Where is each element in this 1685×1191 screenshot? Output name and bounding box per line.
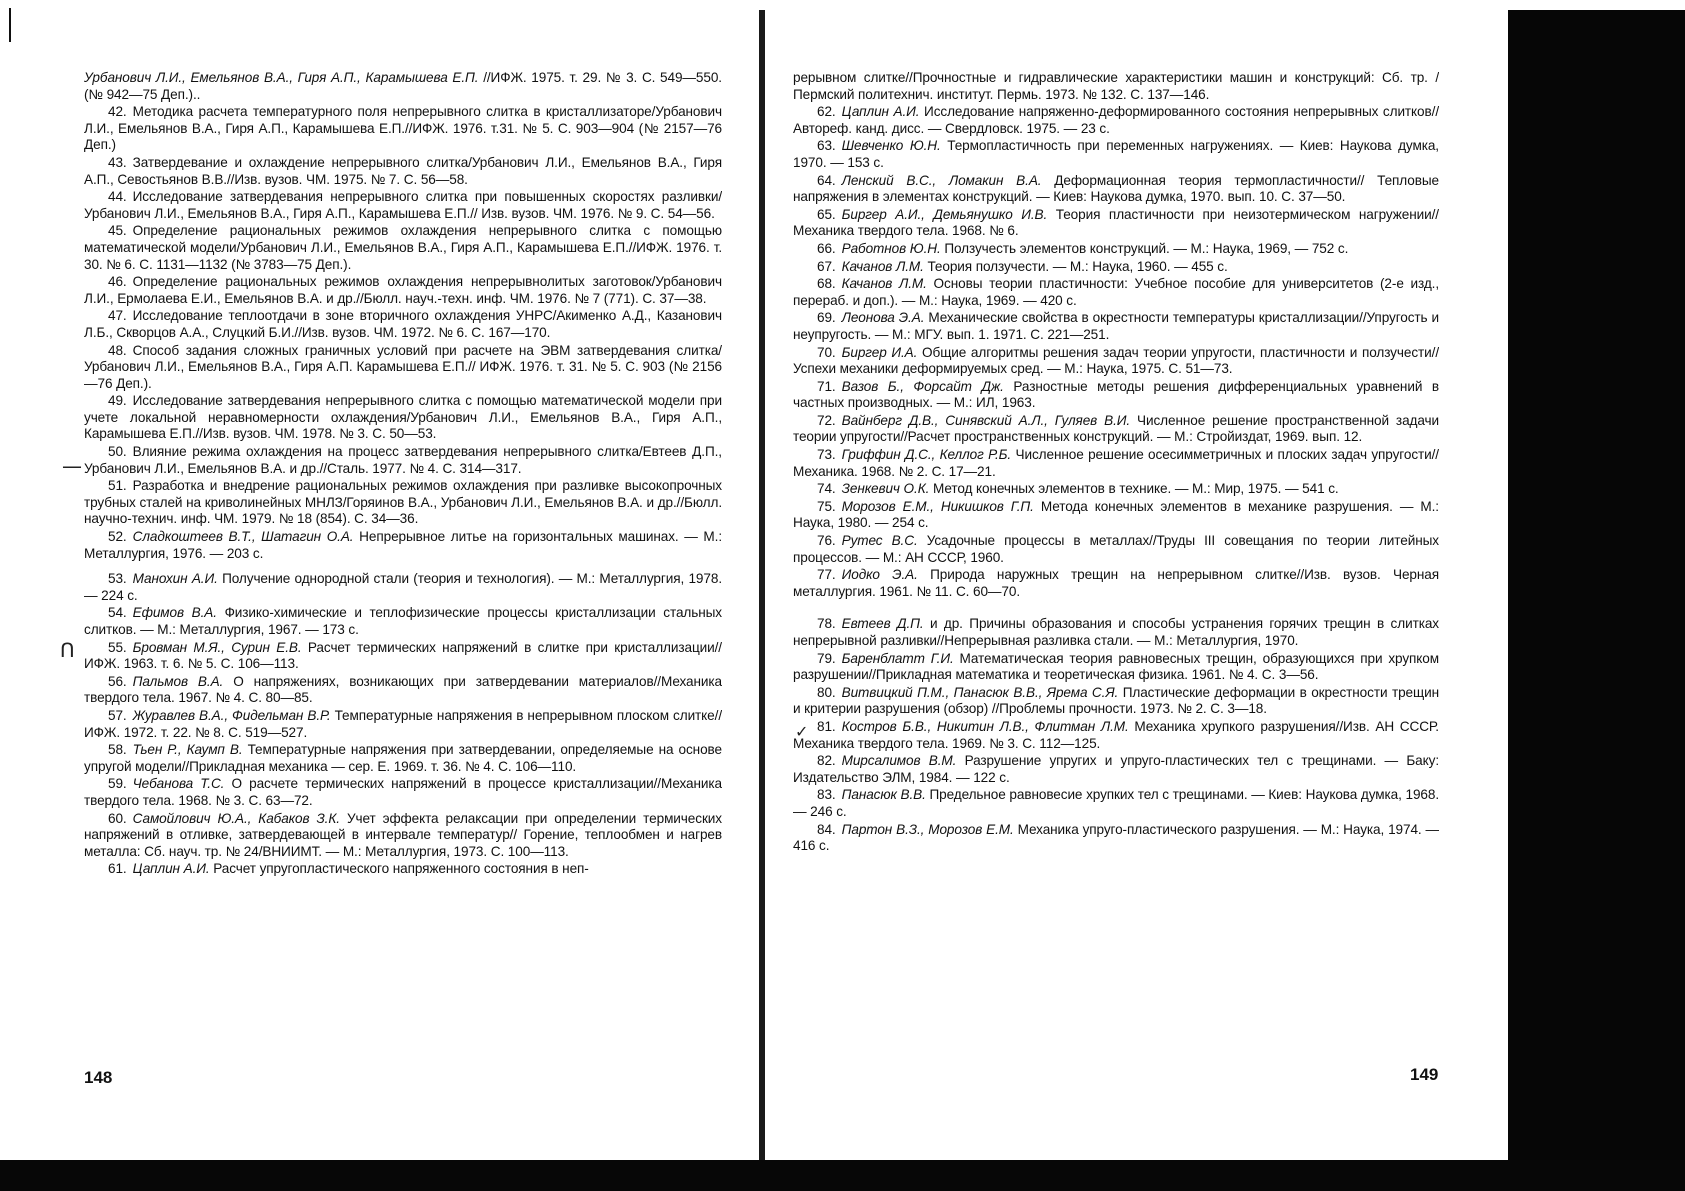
reference-authors: Качанов Л.М.	[841, 276, 927, 292]
reference-entry	[84, 776, 722, 809]
reference-text: Математическая теория равновесных трещин, образующихся при хрупком разрушении//Прикладная математика и теоретическая физика. 1961. № 4. С. 3—56.	[793, 650, 1439, 683]
reference-number: 68.	[817, 276, 836, 292]
reference-authors: Работнов Ю.Н.	[841, 240, 941, 256]
reference-entry	[84, 343, 722, 393]
reference-number: 75.	[817, 498, 836, 514]
reference-authors: Морозов Е.М., Никишков Г.П.	[841, 498, 1034, 514]
reference-number: 77.	[817, 567, 836, 583]
reference-entry	[793, 616, 1439, 649]
reference-text: Исследование напряженно-деформированного состояния непрерывных слитков//Автореф. канд. дисс. — Свердловск. 1975. — 23 с.	[793, 104, 1439, 136]
reference-number: 65.	[817, 206, 836, 222]
reference-entry	[793, 499, 1439, 532]
reference-text: Теория пластичности при неизотермическом нагружении//Механика твердого тела. 1968. № 6.	[793, 206, 1439, 239]
reference-number: 52.	[108, 529, 127, 545]
reference-authors: Костров Б.В., Никитин Л.В., Флитман Л.М.	[841, 718, 1129, 734]
reference-text: Основы теории пластичности: Учебное пособие для университетов (2-е изд., перераб. и доп.). — М.: Наука, 1969. — 420 с.	[793, 276, 1439, 308]
reference-number: 50.	[108, 444, 127, 460]
reference-number: 79.	[817, 650, 836, 666]
reference-number: 59.	[108, 776, 127, 792]
reference-text: Усадочные процессы в металлах//Труды III совещания по теории литейных процессов. — М.: АН СССР, 1960.	[793, 533, 1439, 565]
reference-number: 66.	[817, 240, 836, 256]
left-page	[84, 70, 722, 1090]
reference-authors: Журавлев В.А., Фидельман В.Р.	[132, 707, 331, 723]
reference-number: 56.	[108, 673, 127, 689]
reference-authors: Тьен Р., Каумп В.	[132, 742, 243, 758]
reference-text: Исследование теплоотдачи в зоне вторичного охлаждения УНРС/Акименко А.Д., Казанович Л.Б., Скворцов А.А., Слуцкий Б.И.//Изв. вузов. ЧМ. 1972. № 6. С. 167—170.	[84, 308, 722, 340]
reference-number: 47.	[108, 308, 127, 324]
reference-text: Разработка и внедрение рациональных режимов охлаждения при разливке высокопрочных трубных сталей на криволинейных МНЛЗ/Горяинов В.А., Урбанович Л.И., Емельянов В.А. и др.//Бюлл. научно-технич. инф. ЧМ. 1979. № 18 (854). С. 34—36.	[84, 478, 722, 527]
reference-text: О напряжениях, возникающих при затвердевании материалов//Механика твердого тела. 1967. № 4. С. 80—85.	[84, 673, 722, 706]
reference-text: О расчете термических напряжений в процессе кристаллизации//Механика твердого тела. 1968. № 3. С. 63—72.	[84, 776, 722, 808]
reference-authors: Вайнберг Д.В., Синявский А.Л., Гуляев В.И.	[841, 412, 1131, 428]
reference-entry	[793, 104, 1439, 137]
reference-text: Физико-химические и теплофизические процессы кристаллизации стальных слитков. — М.: Металлургия, 1967. — 173 с.	[84, 605, 722, 637]
reference-text: Разрушение упругих и упруго-пластических тел с трещинами. — Баку: Издательство ЭЛМ, 1984. — 122 с.	[793, 753, 1439, 785]
reference-authors: Ленский В.С., Ломакин В.А.	[841, 172, 1042, 188]
reference-authors: Урбанович Л.И., Емельянов В.А., Гиря А.П., Карамышева Е.П.	[84, 70, 479, 85]
reference-entry	[84, 444, 722, 477]
right-reference-list	[793, 70, 1439, 855]
reference-entry	[84, 223, 722, 273]
book-spine	[759, 10, 765, 1160]
reference-text: Способ задания сложных граничных условий при расчете на ЭВМ затвердевания слитка/Урбанович Л.И., Емельянов В.А., Гиря А.П. Карамышева Е.П.// ИФЖ. 1976. т. 31. № 5. С. 903 (№ 2156—76 Деп.).	[84, 342, 722, 391]
reference-text: Температурные напряжения в непрерывном плоском слитке//ИФЖ. 1972. т. 22. № 8. С. 519—527.	[84, 707, 722, 740]
reference-text: Исследование затвердевания непрерывного слитка при повышенных скоростях разливки/Урбанович Л.И., Емельянов В.А., Гиря А.П., Карамышева Е.П.// Изв. вузов. ЧМ. 1976. № 9. С. 54—56.	[84, 189, 722, 221]
reference-authors: Вазов Б., Форсайт Дж.	[841, 378, 1004, 394]
reference-entry	[84, 274, 722, 307]
reference-entry	[793, 719, 1439, 752]
reference-number: 80.	[817, 684, 836, 700]
reference-number: 55.	[108, 639, 127, 655]
reference-text: Численное решение пространственной задачи теории упругости//Расчет пространственных конструкций. — М.: Стройиздат, 1969. вып. 12.	[793, 412, 1439, 445]
page-number-right: 149	[1410, 1065, 1439, 1084]
reference-text: Механические свойства в окрестности температуры кристаллизации//Упругость и неупругость. — М.: МГУ. вып. 1. 1971. С. 221—251.	[793, 310, 1439, 342]
reference-entry	[793, 753, 1439, 786]
reference-authors: Гриффин Д.С., Келлог Р.Б.	[841, 447, 1012, 463]
reference-text: //ИФЖ. 1975. т. 29. № 3. С. 549—550. (№ 942—75 Деп.)..	[84, 70, 722, 102]
reference-entry	[793, 533, 1439, 566]
reference-number: 74.	[817, 481, 836, 497]
reference-entry	[84, 742, 722, 775]
reference-authors: Биргер И.А.	[841, 344, 918, 360]
reference-number: 54.	[108, 605, 127, 621]
reference-number: 84.	[817, 821, 836, 837]
reference-number: 82.	[817, 753, 836, 769]
reference-number: 45.	[108, 223, 127, 239]
reference-text: Расчет упругопластического напряженного состояния в неп-	[213, 861, 589, 877]
reference-entry	[84, 605, 722, 638]
reference-entry	[793, 310, 1439, 343]
reference-number: 60.	[108, 810, 127, 826]
reference-entry	[793, 413, 1439, 446]
reference-text: Теория ползучести. — М.: Наука, 1960. — 455 с.	[927, 258, 1228, 274]
reference-entry	[793, 173, 1439, 206]
reference-text: Механика упруго-пластического разрушения. — М.: Наука, 1974. — 416 с.	[793, 821, 1439, 854]
reference-number: 76.	[817, 533, 836, 549]
reference-text: рерывном слитке//Прочностные и гидравлические характеристики машин и конструкций: Сб. тр. /Пермский политехнич. институт. Пермь. 1973. № 132. С. 137—146.	[793, 70, 1439, 102]
corner-mark	[9, 8, 11, 42]
reference-number: 57.	[108, 707, 127, 723]
reference-number: 63.	[817, 138, 836, 154]
reference-number: 48.	[108, 342, 127, 358]
reference-authors: Пальмов В.А.	[132, 673, 224, 689]
reference-text: Предельное равновесие хрупких тел с трещинами. — Киев: Наукова думка, 1968. — 246 с.	[793, 787, 1439, 819]
reference-text: Затвердевание и охлаждение непрерывного слитка/Урбанович Л.И., Емельянов В.А., Гиря А.П., Севостьянов В.В.//Изв. вузов. ЧМ. 1975. № 7. С. 56—58.	[84, 154, 722, 187]
reference-authors: Баренблатт Г.И.	[841, 650, 954, 666]
reference-number: 69.	[817, 310, 836, 326]
reference-number: 73.	[817, 447, 836, 463]
reference-number: 42.	[108, 104, 127, 120]
reference-number: 83.	[817, 787, 836, 803]
reference-authors: Качанов Л.М.	[841, 258, 924, 274]
reference-entry	[84, 308, 722, 341]
reference-text: Методика расчета температурного поля непрерывного слитка в кристаллизаторе/Урбанович Л.И., Емельянов В.А., Гиря А.П., Карамышева Е.П.//ИФЖ. 1976. т.31. № 5. С. 903—904 (№ 2157—76 Деп.)	[84, 104, 722, 153]
reference-text: Термопластичность при переменных нагружениях. — Киев: Наукова думка, 1970. — 153 с.	[793, 138, 1439, 170]
reference-text: Метода конечных элементов в механике разрушения. — М.: Наука, 1980. — 254 с.	[793, 498, 1439, 531]
reference-entry	[793, 138, 1439, 171]
reference-text: Влияние режима охлаждения на процесс затвердевания непрерывного слитка/Евтеев Д.П., Урбанович Л.И., Емельянов В.А. и др.//Сталь. 1977. № 4. С. 314—317.	[84, 444, 722, 476]
reference-authors: Цаплин А.И.	[132, 861, 210, 877]
reference-authors: Витвицкий П.М., Панасюк В.В., Ярема С.Я.	[841, 684, 1119, 700]
reference-entry	[793, 685, 1439, 718]
reference-entry	[793, 567, 1439, 600]
page-number-left: 148	[84, 1068, 113, 1087]
reference-number: 58.	[108, 742, 127, 758]
reference-entry	[84, 70, 722, 103]
reference-entry	[84, 155, 722, 188]
reference-number: 71.	[817, 378, 836, 394]
reference-text: Температурные напряжения при затвердевании, определяемые на основе упругой модели//Прикладная механика — сер. Е. 1969. т. 36. № 4. С. 106—110.	[84, 742, 722, 774]
reference-entry	[793, 259, 1439, 276]
reference-authors: Рутес В.С.	[841, 533, 918, 549]
reference-authors: Ефимов В.А.	[132, 605, 217, 621]
reference-text: Природа наружных трещин на непрерывном слитке//Изв. вузов. Черная металлургия. 1961. № 11. С. 60—70.	[793, 567, 1439, 599]
reference-number: 53.	[108, 571, 127, 587]
reference-number: 51.	[108, 478, 127, 494]
reference-entry	[793, 481, 1439, 498]
reference-authors: Чебанова Т.С.	[132, 776, 225, 792]
reference-number: 72.	[817, 412, 836, 428]
reference-text: Ползучесть элементов конструкций. — М.: Наука, 1969, — 752 с.	[944, 240, 1349, 256]
reference-authors: Леонова Э.А.	[841, 310, 925, 326]
reference-entry	[84, 708, 722, 741]
reference-text: Метод конечных элементов в технике. — М.: Мир, 1975. — 541 с.	[932, 481, 1339, 497]
reference-authors: Зенкевич О.К.	[841, 481, 930, 497]
reference-number: 67.	[817, 258, 836, 274]
reference-text: и др. Причины образования и способы устранения горячих трещин в слитках непрерывной разливки//Непрерывная разливка стали. — М.: Металлургия, 1970.	[793, 616, 1439, 648]
reference-text: Исследование затвердевания непрерывного слитка с помощью математической модели при учете локальной неравномерности охлаждения/Урбанович Л.И., Емельянов В.А., Гиря А.П., Карамышева Е.П.//Изв. вузов. ЧМ. 1978. № 3. С. 50—53.	[84, 393, 722, 442]
reference-text: Получение однородной стали (теория и технология). — М.: Металлургия, 1978. — 224 с.	[84, 571, 722, 603]
reference-number: 61.	[108, 861, 127, 877]
reference-authors: Биргер А.И., Демьянушко И.В.	[841, 206, 1048, 222]
reference-entry	[793, 345, 1439, 378]
reference-entry	[84, 529, 722, 562]
reference-text: Общие алгоритмы решения задач теории упругости, пластичности и ползучести//Успехи механики деформируемых сред. — М.: Наука, 1975. С. 51—73.	[793, 344, 1439, 377]
right-page	[793, 70, 1439, 1090]
reference-entry	[84, 571, 722, 604]
reference-entry	[793, 276, 1439, 309]
reference-entry	[84, 674, 722, 707]
reference-authors: Иодко Э.А.	[841, 567, 918, 583]
reference-authors: Мирсалимов В.М.	[841, 753, 957, 769]
reference-entry	[793, 70, 1439, 103]
reference-number: 78.	[817, 616, 836, 632]
reference-authors: Шевченко Ю.Н.	[841, 138, 941, 154]
reference-entry	[793, 379, 1439, 412]
reference-text: Определение рациональных режимов охлаждения непрерывнолитых заготовок/Урбанович Л.И., Ермолаева Е.И., Емельянов В.А. и др.//Бюлл. науч.-техн. инф. ЧМ. 1976. № 7 (771). С. 37—38.	[84, 274, 722, 306]
reference-entry	[793, 822, 1439, 855]
reference-authors: Бровман М.Я., Сурин Е.В.	[132, 639, 302, 655]
reference-entry	[793, 447, 1439, 480]
reference-authors: Цаплин А.И.	[841, 104, 920, 120]
reference-authors: Евтеев Д.П.	[841, 616, 924, 632]
reference-text: Расчет термических напряжений в слитке при кристаллизации//ИФЖ. 1963. т. 6. № 5. С. 106—113.	[84, 639, 722, 672]
reference-authors: Панасюк В.В.	[841, 787, 926, 803]
reference-entry	[84, 861, 722, 878]
reference-entry	[84, 478, 722, 528]
reference-entry	[84, 393, 722, 443]
reference-number: 49.	[108, 393, 127, 409]
reference-authors: Сладкоштеев В.Т., Шатагин О.А.	[132, 529, 354, 545]
margin-pen-mark: —	[62, 454, 82, 478]
reference-number: 44.	[108, 189, 127, 205]
reference-entry	[84, 189, 722, 222]
margin-pen-mark: ✓	[795, 722, 809, 741]
reference-text: Пластические деформации в окрестности трещин и критерии разрушения (обзор) //Проблемы прочности. 1973. № 2. С. 3—18.	[793, 684, 1439, 717]
reference-authors: Манохин А.И.	[132, 571, 218, 587]
reference-text: Деформационная теория термопластичности// Тепловые напряжения в элементах конструкций. — Киев: Наукова думка, 1970. вып. 10. С. 37—50.	[793, 172, 1439, 205]
reference-entry	[84, 811, 722, 861]
reference-entry	[793, 241, 1439, 258]
reference-number: 81.	[817, 718, 836, 734]
reference-text: Определение рациональных режимов охлаждения непрерывного слитка с помощью математической модели/Урбанович Л.И., Емельянов В.А., Гиря А.П., Карамышева Е.П.//ИФЖ. 1976. т. 30. № 6. С. 1131—1132 (№ 3783—75 Деп.).	[84, 223, 722, 272]
reference-text: Разностные методы решения дифференциальных уравнений в частных производных. — М.: ИЛ, 1963.	[793, 378, 1439, 411]
reference-entry	[793, 651, 1439, 684]
reference-text: Численное решение осесимметричных и плоских задач упругости//Механика. 1968. № 2. С. 17—21.	[793, 447, 1439, 479]
reference-entry	[793, 787, 1439, 820]
scan-dark-edge-right	[1508, 10, 1685, 1191]
reference-entry	[793, 207, 1439, 240]
margin-pen-mark: ᑎ	[60, 638, 75, 662]
reference-number: 46.	[108, 274, 127, 290]
reference-text: Непрерывное литье на горизонтальных машинах. — М.: Металлургия, 1976. — 203 с.	[84, 529, 722, 561]
left-reference-list	[84, 70, 722, 878]
reference-text: Механика хрупкого разрушения//Изв. АН СССР. Механика твердого тела. 1969. № 3. С. 112—125.	[793, 718, 1439, 751]
scan-dark-edge-bottom	[0, 1160, 1685, 1191]
reference-text: Учет эффекта релаксации при определении термических напряжений в отливке, затвердевающей в интервале температур// Горение, теплообмен и нагрев металла: Сб. науч. тр. № 24/ВНИИМТ. — М.: Металлургия, 1973. С. 100—113.	[84, 810, 722, 859]
reference-authors: Самойлович Ю.А., Кабаков З.К.	[132, 810, 340, 826]
reference-number: 62.	[817, 104, 836, 120]
reference-number: 64.	[817, 172, 836, 188]
reference-number: 43.	[108, 154, 127, 170]
reference-entry	[84, 640, 722, 673]
reference-number: 70.	[817, 344, 836, 360]
reference-entry	[84, 104, 722, 154]
reference-authors: Партон В.З., Морозов Е.М.	[841, 821, 1014, 837]
